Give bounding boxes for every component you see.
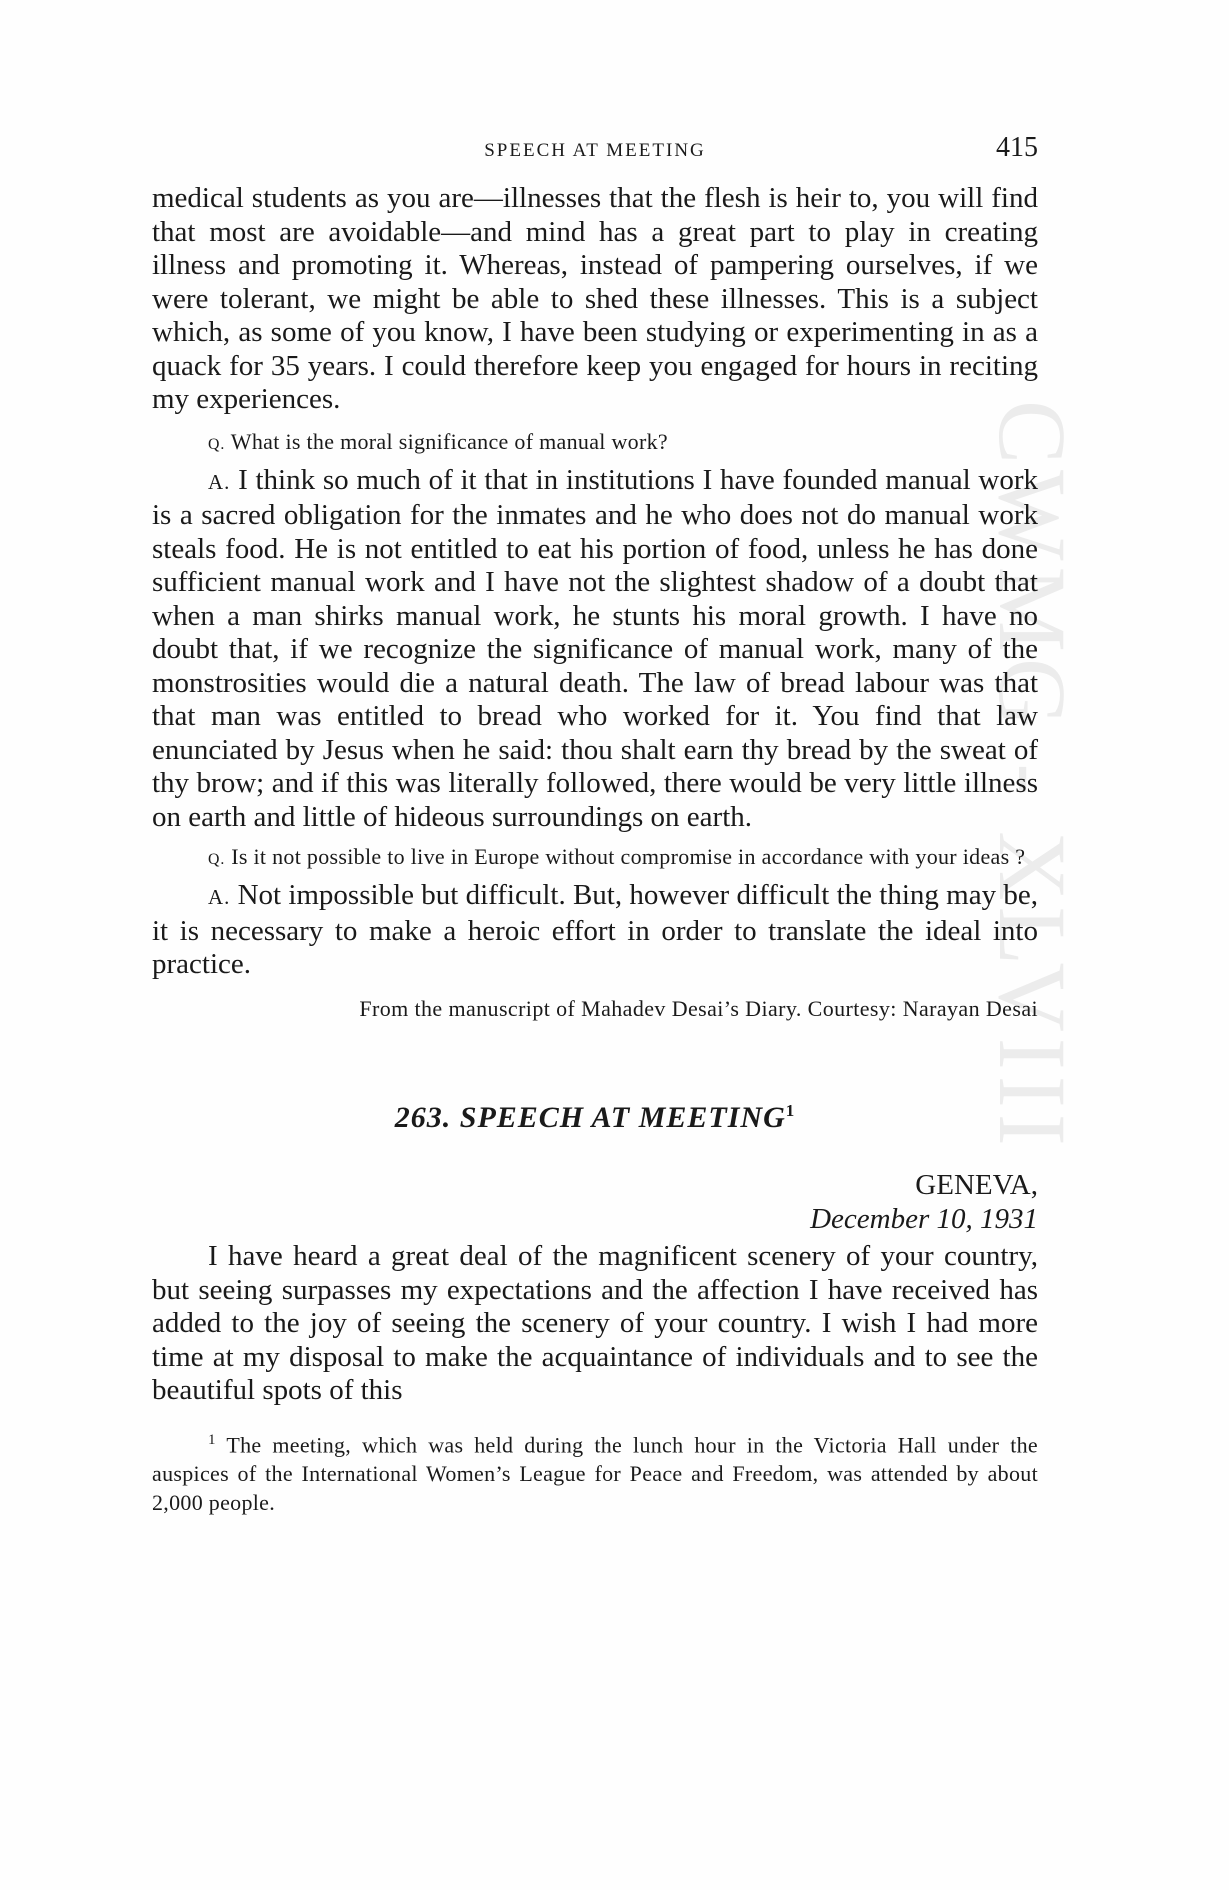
question-label: Q.	[208, 851, 226, 868]
paragraph-continued: medical students as you are—illnesses that the flesh is heir to, you will find that most are avoidable—and mind has a great part to play in creating illness and promoting it. Whereas, instead of pampering ourselves, if we were tolerant, we might be able to shed these illnesses. This is a subject which, as some of you know, I have been studying or experimenting in as a quack for 35 years. I could therefore keep you engaged for hours in reciting my experiences.	[152, 182, 1038, 415]
section-paragraph: I have heard a great deal of the magnificent scenery of your country, but seeing surpasses my expectations and the affection I have received has added to the joy of seeing the scenery of your country. I wish I had more time at my disposal to make the acquaintance of individuals and to see the beautiful spots of this	[152, 1240, 1038, 1406]
question-text: What is the moral significance of manual work?	[230, 428, 668, 454]
footnote-text: The meeting, which was held during the lunch hour in the Victoria Hall under the auspices of the International Women’s League for Peace and Freedom, was attended by about 2,000 people.	[152, 1431, 1038, 1515]
footnote	[152, 1426, 1038, 1517]
page-header	[152, 134, 1038, 168]
question-2	[152, 840, 1038, 877]
footnote-marker: 1	[208, 1431, 216, 1448]
page-number: 415	[996, 132, 1038, 163]
running-head: SPEECH AT MEETING	[484, 140, 706, 161]
question-1	[152, 425, 1038, 462]
answer-1	[152, 464, 1038, 835]
question-label: Q.	[208, 435, 226, 453]
answer-label: A.	[208, 469, 231, 494]
answer-text: Not impossible but difficult. But, however difficult the thing may be, it is necessary to make a heroic effort in order to translate the ideal into practice.	[152, 879, 1038, 980]
question-text: Is it not possible to live in Europe without compromise in accordance with your ideas ?	[231, 844, 1026, 869]
footnote-ref: 1	[785, 1100, 796, 1120]
place-line: GENEVA,	[915, 1169, 1038, 1201]
answer-label: A.	[208, 885, 231, 909]
source-note: From the manuscript of Mahadev Desai’s Diary. Courtesy: Narayan Desai	[359, 995, 1038, 1021]
date-line: December 10, 1931	[810, 1203, 1038, 1235]
watermark-text: CWMG - XLVIII	[979, 400, 1086, 1152]
answer-2	[152, 879, 1038, 982]
section-title	[152, 1094, 1038, 1135]
answer-text: I think so much of it that in institutions I have founded manual work is a sacred obligation for the inmates and he who does not do manual work steals food. He is not entitled to eat his portion of food, unless he has done sufficient manual work and I have not the slightest shadow of a doubt that when a man shirks manual work, he stunts his moral growth. I have no doubt that, if we recognize the significance of manual work, many of the monstrosities would die a natural death. The law of bread labour was that that man was entitled to bread who worked for it. You find that law enunciated by Jesus when he said: thou shalt earn thy bread by the sweat of thy brow; and if this was literally followed, there would be very little illness on earth and little of hideous surroundings on earth.	[152, 463, 1039, 833]
section-title-text: 263. SPEECH AT MEETING	[394, 1100, 786, 1134]
page-content	[152, 182, 1038, 1517]
